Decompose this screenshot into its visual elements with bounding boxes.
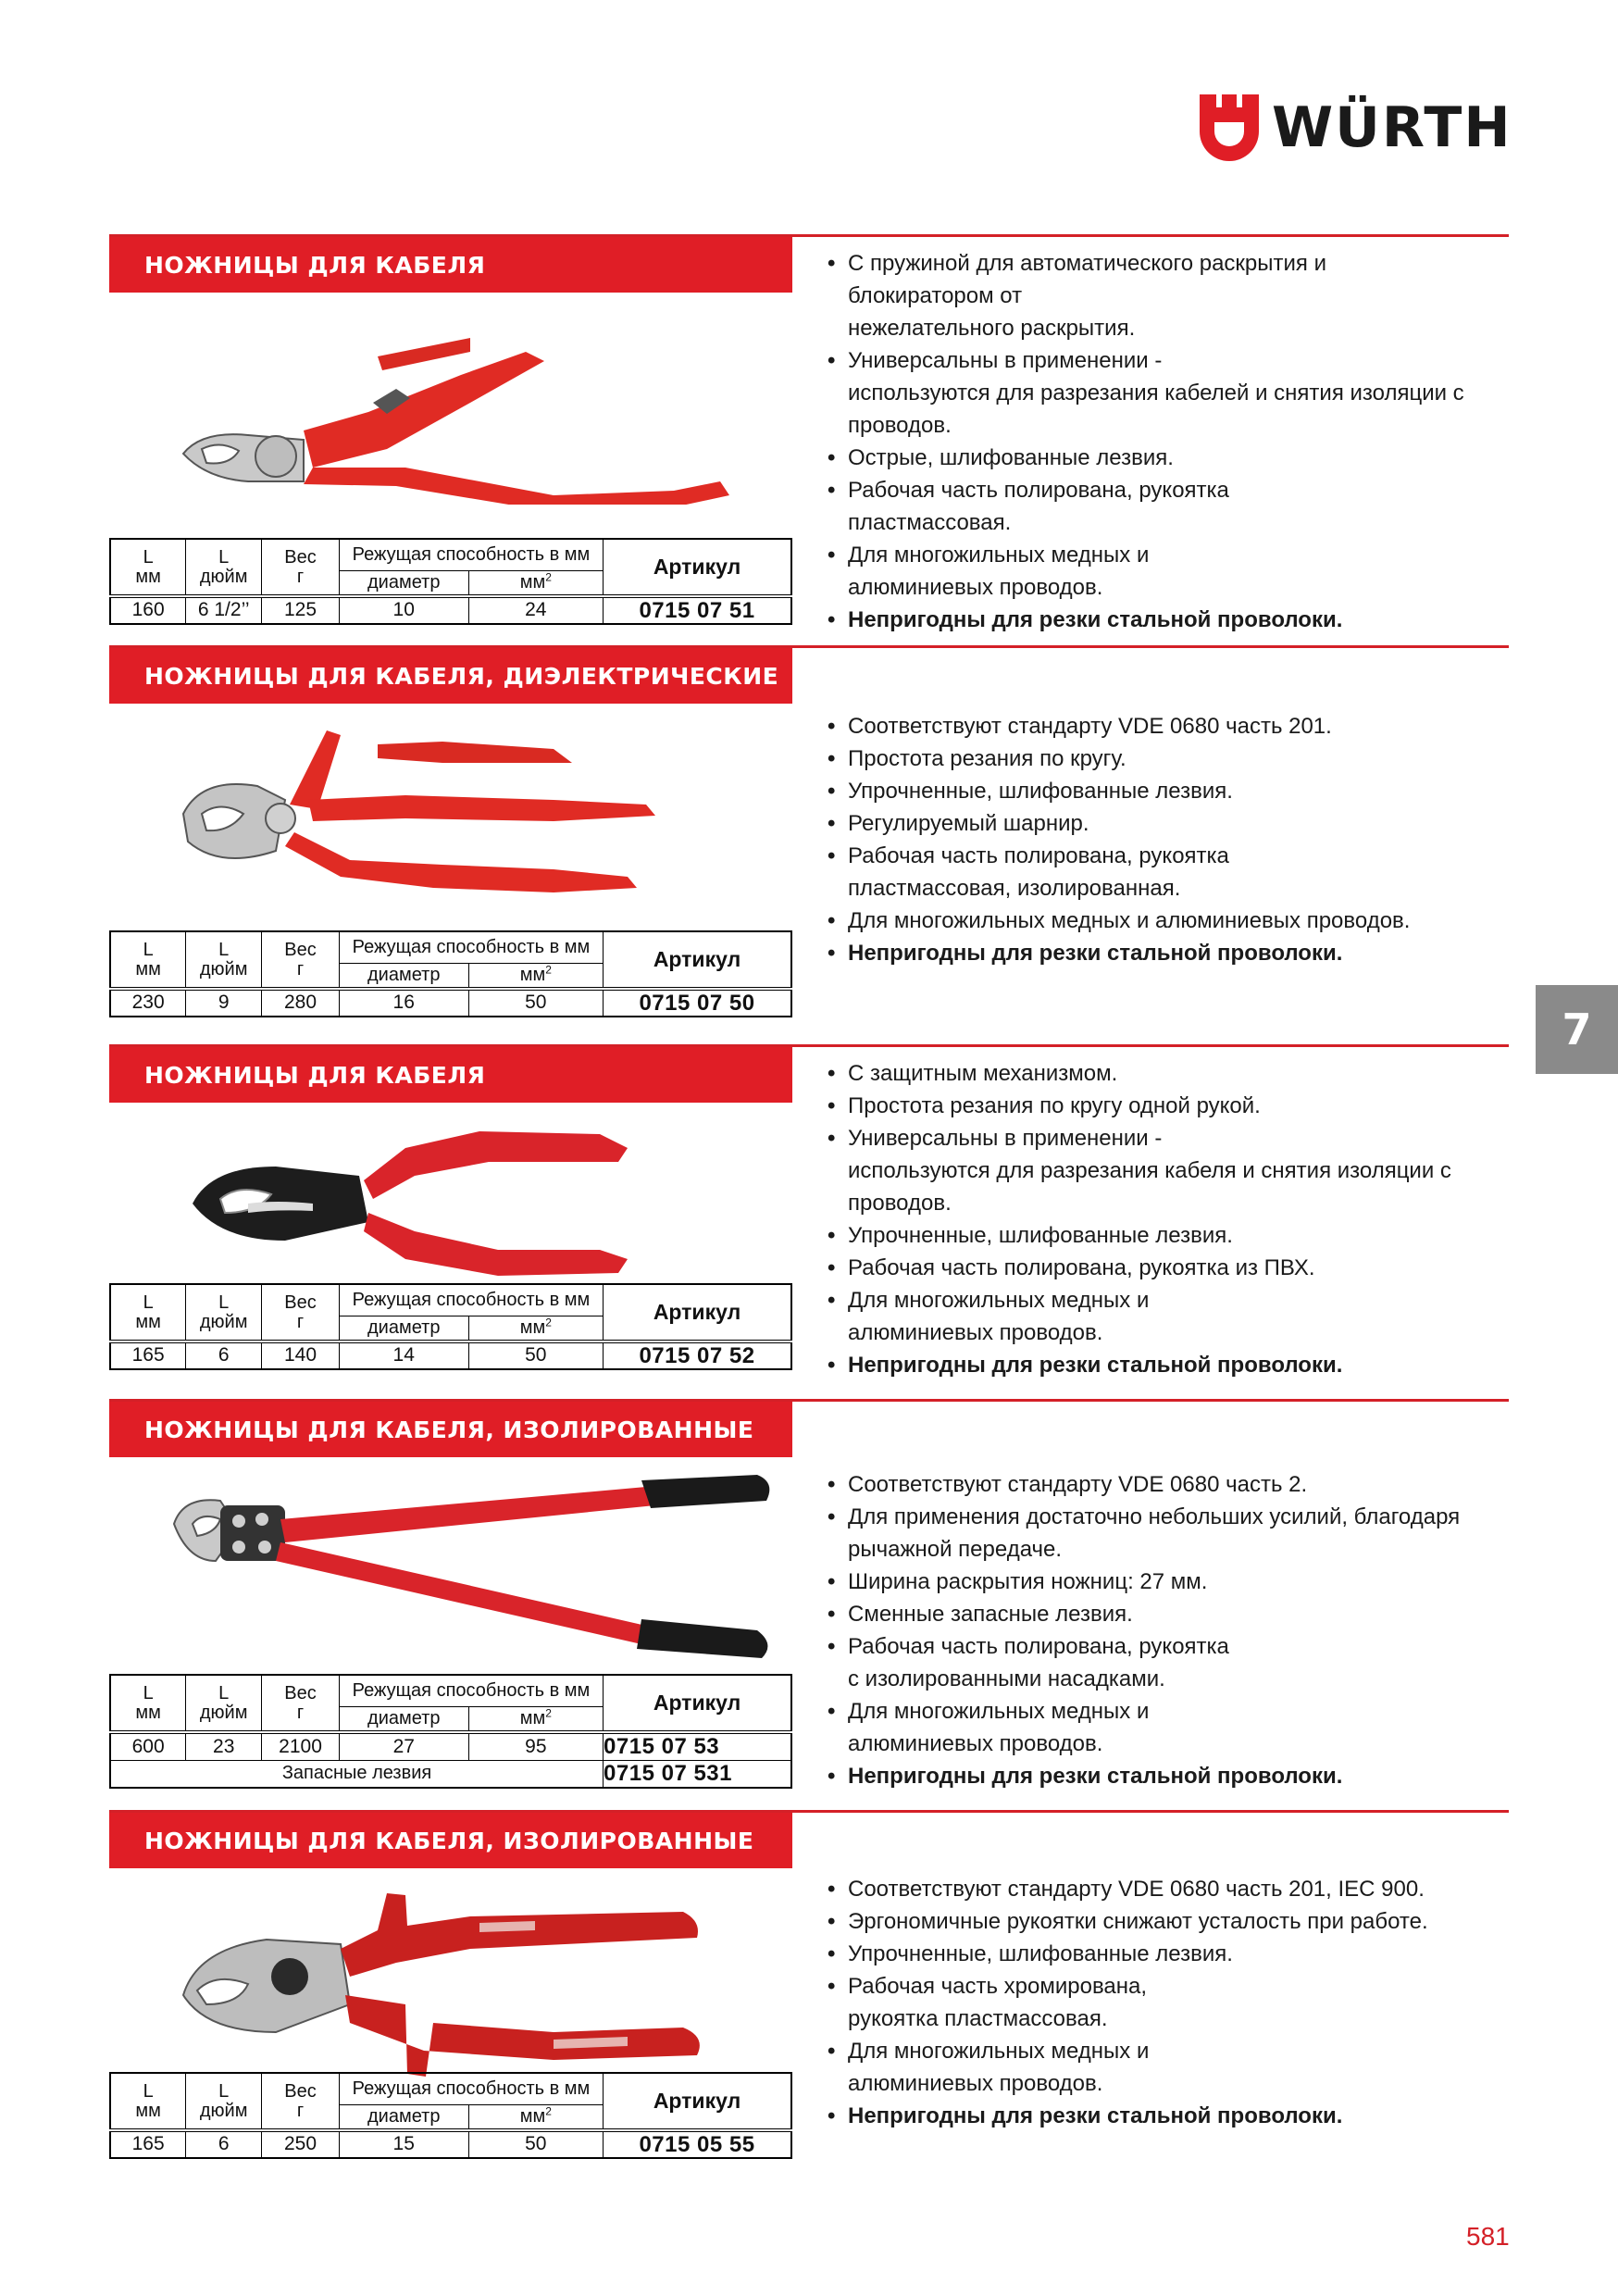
col-weight: Вес г — [262, 2073, 340, 2130]
feature-item — [828, 1598, 1618, 1630]
col-mm2: $мм^2$ — [468, 963, 603, 989]
cell-diameter: 15 — [339, 2130, 468, 2158]
feature-line: с изолированными насадками. — [848, 1666, 1165, 1691]
feature-line: • Острые, шлифованные лезвия. — [848, 445, 1174, 470]
spec-table — [109, 1674, 792, 1789]
col-cutting-capacity: Режущая способность в мм — [339, 1675, 603, 1706]
col-diameter: диаметр — [339, 963, 468, 989]
feature-item — [828, 1090, 1618, 1122]
feature-line: • Для многожильных медных и — [848, 543, 1150, 568]
feature-item — [828, 442, 1618, 474]
product-title: НОЖНИЦЫ ДЛЯ КАБЕЛЯ, ИЗОЛИРОВАННЫЕ — [109, 1813, 792, 1868]
feature-item — [828, 1938, 1618, 1970]
cell-weight: 2100 — [262, 1732, 340, 1760]
feature-item — [828, 937, 1618, 969]
feature-item — [828, 840, 1618, 905]
col-mm2: $мм^2$ — [468, 1316, 603, 1341]
col-weight: Вес г — [262, 931, 340, 989]
feature-line: пластмассовая, изолированная. — [848, 876, 1181, 901]
feature-line: проводов. — [848, 413, 952, 438]
col-article: Артикул — [604, 931, 792, 989]
feature-line: • Для многожильных медных и алюминиевых проводов. — [848, 908, 1411, 933]
feature-line: • Для многожильных медных и — [848, 2039, 1150, 2064]
cell-weight: 140 — [262, 1341, 340, 1369]
feature-line: • Соответствуют стандарту VDE 0680 часть 201, IEC 900. — [848, 1877, 1425, 1902]
cell-weight: 250 — [262, 2130, 340, 2158]
cell-mm2: 24 — [468, 596, 603, 624]
col-weight: Вес г — [262, 1284, 340, 1341]
feature-line: • Непригодны для резки стальной проволоки. — [848, 1353, 1343, 1378]
feature-item — [828, 539, 1618, 604]
col-mm2: $мм^2$ — [468, 2104, 603, 2130]
product-title: НОЖНИЦЫ ДЛЯ КАБЕЛЯ — [109, 237, 792, 293]
product-title: НОЖНИЦЫ ДЛЯ КАБЕЛЯ, ДИЭЛЕКТРИЧЕСКИЕ — [109, 648, 792, 704]
feature-item — [828, 1695, 1618, 1760]
feature-line: • Сменные запасные лезвия. — [848, 1602, 1133, 1627]
feature-line: • Непригодны для резки стальной проволоки. — [848, 2103, 1343, 2128]
feature-line: • С пружиной для автоматического раскрытия и — [848, 251, 1326, 276]
feature-line: • Упрочненные, шлифованные лезвия. — [848, 1941, 1233, 1966]
col-weight: Вес г — [262, 539, 340, 596]
col-cutting-capacity: Режущая способность в мм — [339, 2073, 603, 2104]
feature-line: • Непригодны для резки стальной проволоки. — [848, 607, 1343, 632]
cable-cutter-spring-icon — [165, 301, 794, 505]
product-title: НОЖНИЦЫ ДЛЯ КАБЕЛЯ — [109, 1047, 792, 1103]
feature-line: • Простота резания по кругу. — [848, 746, 1126, 771]
feature-line: • Рабочая часть полирована, рукоятка из ПВХ. — [848, 1255, 1315, 1280]
cell-diameter: 16 — [339, 989, 468, 1017]
spec-table — [109, 930, 792, 1017]
feature-line: • Непригодны для резки стальной проволоки. — [848, 1764, 1343, 1789]
chapter-tab[interactable]: 7 — [1536, 985, 1618, 1074]
table-row — [110, 596, 791, 624]
cell-article[interactable]: 0715 07 53 — [604, 1732, 791, 1760]
feature-item — [828, 905, 1618, 937]
feature-line: рукоятка пластмассовая. — [848, 2006, 1108, 2031]
cell-diameter: 27 — [339, 1732, 468, 1760]
col-length-inch: L дюйм — [186, 2073, 262, 2130]
col-article: Артикул — [604, 2073, 792, 2130]
cell-diameter: 10 — [339, 596, 468, 624]
feature-list — [828, 710, 1618, 969]
col-length-mm: L мм — [110, 2073, 186, 2130]
feature-line: алюминиевых проводов. — [848, 575, 1103, 600]
cell-diameter: 14 — [339, 1341, 468, 1369]
cable-cutter-lever-icon — [165, 1473, 831, 1667]
feature-line: • Эргономичные рукоятки снижают усталость при работе. — [848, 1909, 1428, 1934]
wurth-logo — [1200, 94, 1514, 167]
feature-line: проводов. — [848, 1191, 952, 1216]
feature-line: алюминиевых проводов. — [848, 1320, 1103, 1345]
spare-blades-article[interactable]: 0715 07 531 — [604, 1760, 791, 1788]
cable-cutter-pvc-icon — [165, 1111, 794, 1296]
cell-length-mm: 600 — [110, 1732, 186, 1760]
feature-line: рычажной передаче. — [848, 1537, 1063, 1562]
feature-item — [828, 1970, 1618, 2035]
col-cutting-capacity: Режущая способность в мм — [339, 539, 603, 570]
feature-item — [828, 474, 1618, 539]
feature-line: блокиратором от — [848, 283, 1023, 308]
feature-line: • Упрочненные, шлифованные лезвия. — [848, 1223, 1233, 1248]
feature-list — [828, 247, 1618, 636]
col-length-mm: L мм — [110, 1675, 186, 1732]
col-diameter: диаметр — [339, 570, 468, 596]
feature-line: • Упрочненные, шлифованные лезвия. — [848, 779, 1233, 804]
feature-item — [828, 1122, 1618, 1219]
col-article: Артикул — [604, 1284, 792, 1341]
cell-article[interactable]: 0715 05 55 — [604, 2130, 792, 2158]
feature-line: • Универсальны в применении - — [848, 1126, 1163, 1151]
feature-line: • Рабочая часть хромирована, — [848, 1974, 1148, 1999]
brand-name: WÜRTH — [1272, 95, 1512, 160]
feature-line: • Для многожильных медных и — [848, 1288, 1150, 1313]
feature-item — [828, 1349, 1618, 1381]
col-article: Артикул — [604, 1675, 791, 1732]
cell-mm2: 95 — [468, 1732, 603, 1760]
col-length-mm: L мм — [110, 539, 186, 596]
spec-table — [109, 538, 792, 625]
wurth-logo-mark-icon — [1200, 94, 1259, 161]
feature-line: • Регулируемый шарнир. — [848, 811, 1089, 836]
table-row — [110, 1341, 791, 1369]
cell-length-mm: 165 — [110, 1341, 186, 1369]
cell-length-inch: 6 1/2’’ — [186, 596, 262, 624]
col-length-mm: L мм — [110, 1284, 186, 1341]
feature-item — [828, 1284, 1618, 1349]
cell-mm2: 50 — [468, 1341, 603, 1369]
feature-line: • Для применения достаточно небольших усилий, благодаря — [848, 1504, 1461, 1529]
cell-length-inch: 9 — [186, 989, 262, 1017]
cell-length-mm: 230 — [110, 989, 186, 1017]
feature-line: пластмассовая. — [848, 510, 1012, 535]
feature-list — [828, 1873, 1618, 2132]
feature-line: алюминиевых проводов. — [848, 2071, 1103, 2096]
col-cutting-capacity: Режущая способность в мм — [339, 931, 603, 963]
feature-item — [828, 742, 1618, 775]
cell-length-inch: 6 — [186, 2130, 262, 2158]
feature-list — [828, 1057, 1618, 1381]
cell-length-inch: 23 — [186, 1732, 262, 1760]
col-article: Артикул — [604, 539, 792, 596]
spec-table — [109, 1283, 792, 1370]
col-diameter: диаметр — [339, 1316, 468, 1341]
cell-mm2: 50 — [468, 2130, 603, 2158]
table-row — [110, 2130, 791, 2158]
spare-blades-label: Запасные лезвия — [110, 1760, 604, 1788]
col-length-inch: L дюйм — [186, 539, 262, 596]
feature-item — [828, 1760, 1618, 1792]
feature-line: • Рабочая часть полирована, рукоятка — [848, 843, 1229, 868]
feature-line: • Ширина раскрытия ножниц: 27 мм. — [848, 1569, 1208, 1594]
feature-item — [828, 1057, 1618, 1090]
cell-length-mm: 160 — [110, 596, 186, 624]
col-length-mm: L мм — [110, 931, 186, 989]
feature-item — [828, 247, 1618, 344]
cell-weight: 280 — [262, 989, 340, 1017]
cell-weight: 125 — [262, 596, 340, 624]
feature-line: • Рабочая часть полирована, рукоятка — [848, 478, 1229, 503]
page-number: 581 — [1466, 2222, 1510, 2251]
feature-item — [828, 1219, 1618, 1252]
feature-item — [828, 710, 1618, 742]
feature-line: используются для разрезания кабеля и снятия изоляции с — [848, 1158, 1451, 1183]
feature-item — [828, 344, 1618, 442]
col-diameter: диаметр — [339, 1706, 468, 1732]
feature-item — [828, 775, 1618, 807]
feature-line: используются для разрезания кабелей и снятия изоляции с — [848, 381, 1464, 406]
feature-line: • Соответствуют стандарту VDE 0680 часть 2. — [848, 1472, 1308, 1497]
col-mm2: $мм^2$ — [468, 570, 603, 596]
col-diameter: диаметр — [339, 2104, 468, 2130]
product-title: НОЖНИЦЫ ДЛЯ КАБЕЛЯ, ИЗОЛИРОВАННЫЕ — [109, 1402, 792, 1457]
cable-cutter-dielectric-icon — [165, 712, 794, 916]
feature-item — [828, 1501, 1618, 1566]
feature-line: • Для многожильных медных и — [848, 1699, 1150, 1724]
spec-table — [109, 2072, 792, 2159]
feature-item — [828, 604, 1618, 636]
feature-item — [828, 1630, 1618, 1695]
feature-line: алюминиевых проводов. — [848, 1731, 1103, 1756]
cable-cutter-insulated-icon — [165, 1875, 813, 2097]
feature-list — [828, 1468, 1618, 1792]
cell-article[interactable]: 0715 07 50 — [604, 989, 792, 1017]
feature-line: • С защитным механизмом. — [848, 1061, 1118, 1086]
feature-line: • Рабочая часть полирована, рукоятка — [848, 1634, 1229, 1659]
feature-item — [828, 1468, 1618, 1501]
feature-line: • Универсальны в применении - — [848, 348, 1163, 373]
feature-line: нежелательного раскрытия. — [848, 316, 1136, 341]
feature-item — [828, 1566, 1618, 1598]
col-mm2: $мм^2$ — [468, 1706, 603, 1732]
col-length-inch: L дюйм — [186, 1675, 262, 1732]
feature-line: • Соответствуют стандарту VDE 0680 часть 201. — [848, 714, 1332, 739]
feature-item — [828, 807, 1618, 840]
feature-line: • Простота резания по кругу одной рукой. — [848, 1093, 1261, 1118]
table-row — [110, 1732, 791, 1760]
cell-mm2: 50 — [468, 989, 603, 1017]
col-length-inch: L дюйм — [186, 931, 262, 989]
feature-line: • Непригодны для резки стальной проволоки. — [848, 941, 1343, 966]
cell-article[interactable]: 0715 07 51 — [604, 596, 792, 624]
col-length-inch: L дюйм — [186, 1284, 262, 1341]
feature-item — [828, 1905, 1618, 1938]
feature-item — [828, 2100, 1618, 2132]
table-row-spare — [110, 1760, 791, 1788]
col-cutting-capacity: Режущая способность в мм — [339, 1284, 603, 1316]
feature-item — [828, 2035, 1618, 2100]
table-row — [110, 989, 791, 1017]
cell-article[interactable]: 0715 07 52 — [604, 1341, 792, 1369]
feature-item — [828, 1873, 1618, 1905]
col-weight: Вес г — [262, 1675, 340, 1732]
cell-length-mm: 165 — [110, 2130, 186, 2158]
cell-length-inch: 6 — [186, 1341, 262, 1369]
feature-item — [828, 1252, 1618, 1284]
